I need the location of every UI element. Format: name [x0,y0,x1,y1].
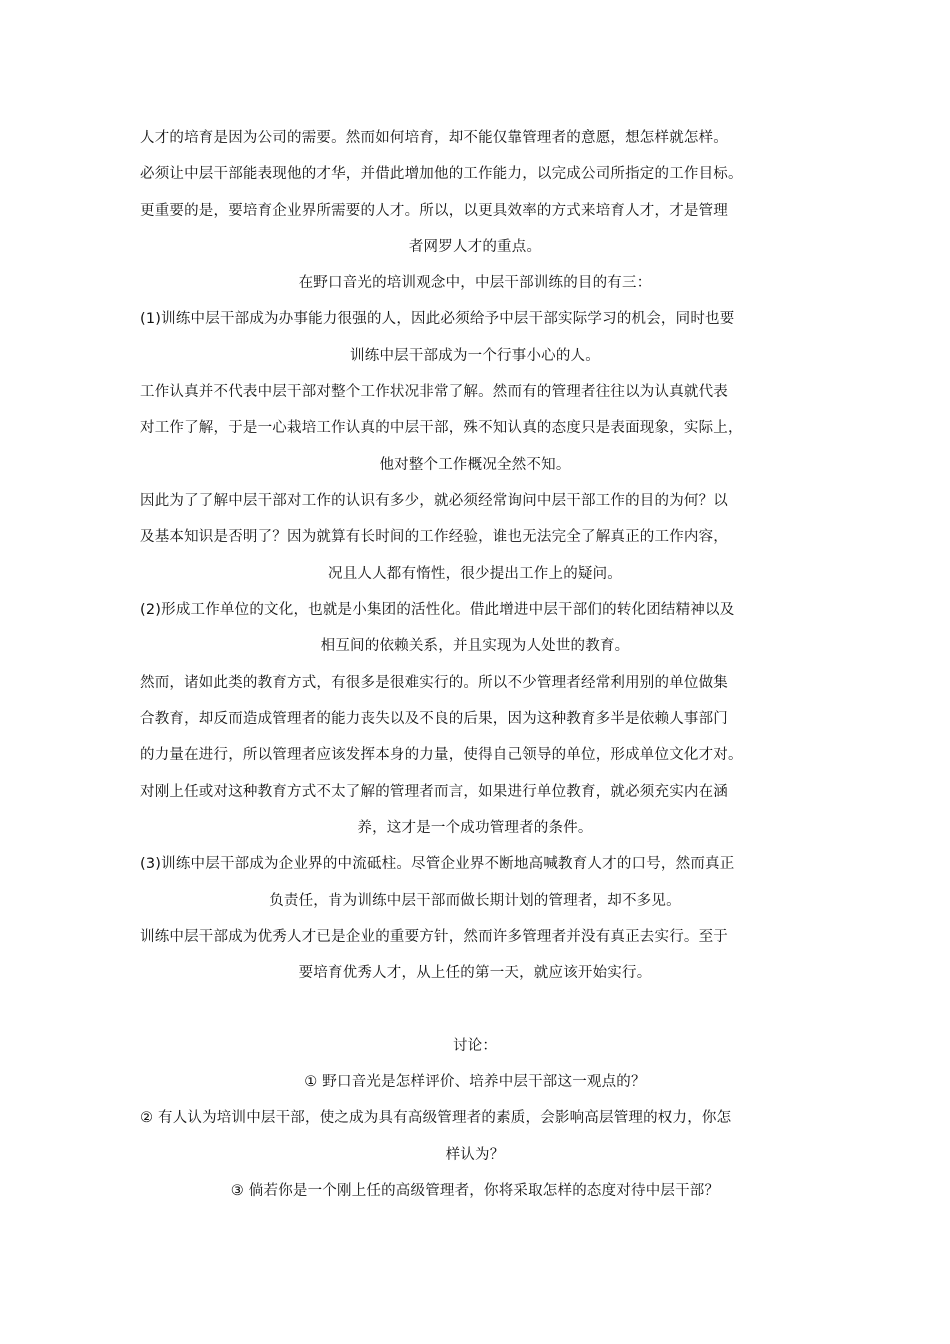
body-line: 他对整个工作概况全然不知。 [379,457,571,473]
body-line: 者网罗人才的重点。 [408,239,542,255]
discussion-question: ① 野口音光是怎样评价、培养中层干部这一观点的？ [304,1074,646,1090]
body-line: 及基本知识是否明了？因为就算有长时间的工作经验，谁也无法完全了解真正的工作内容， [140,529,728,545]
point-2-line: 相互间的依赖关系，并且实现为人处世的教育。 [320,638,630,654]
body-line: 必须让中层干部能表现他的才华，并借此增加他的工作能力，以完成公司所指定的工作目标。 [140,166,743,182]
point-1-line: (1)训练中层干部成为办事能力很强的人，因此必须给予中层干部实际学习的机会，同时也要 [140,311,735,327]
body-line: 要培育优秀人才，从上任的第一天，就应该开始实行。 [298,965,652,981]
body-line: 然而，诸如此类的教育方式，有很多是很难实行的。所以不少管理者经常利用别的单位做集 [140,675,728,691]
body-line: 对工作了解，于是一心栽培工作认真的中层干部，殊不知认真的态度只是表面现象，实际上， [140,420,743,436]
body-line: 训练中层干部成为优秀人才已是企业的重要方针，然而许多管理者并没有真正去实行。至于 [140,929,728,945]
body-line: 的力量在进行，所以管理者应该发挥本身的力量，使得自己领导的单位，形成单位文化才对。 [140,747,743,763]
point-1-line: 训练中层干部成为一个行事小心的人。 [350,348,600,364]
body-line: 因此为了了解中层干部对工作的认识有多少，就必须经常询问中层干部工作的目的为何？以 [140,493,728,509]
body-line: 对刚上任或对这种教育方式不太了解的管理者而言，如果进行单位教育，就必须充实内在涵 [140,784,728,800]
discussion-question: ② 有人认为培训中层干部，使之成为具有高级管理者的素质，会影响高层管理的权力，你怎 [140,1110,732,1126]
discussion-question: ③ 倘若你是一个刚上任的高级管理者，你将采取怎样的态度对待中层干部？ [230,1183,720,1199]
point-3-line: (3)训练中层干部成为企业界的中流砥柱。尽管企业界不断地高喊教育人才的口号，然而真正 [140,856,735,872]
discussion-heading: 讨论： [452,1038,498,1054]
body-line: 人才的培育是因为公司的需要。然而如何培育，却不能仅靠管理者的意愿，想怎样就怎样。 [140,130,728,146]
body-line: 工作认真并不代表中层干部对整个工作状况非常了解。然而有的管理者往往以为认真就代表 [140,384,728,400]
body-line: 况且人人都有惰性，很少提出工作上的疑问。 [328,566,622,582]
section-intro: 在野口音光的培训观念中，中层干部训练的目的有三： [298,275,652,291]
point-2-line: (2)形成工作单位的文化，也就是小集团的活性化。借此增进中层干部们的转化团结精神以及 [140,602,735,618]
discussion-question: 样认为？ [445,1147,505,1163]
body-line: 合教育，却反而造成管理者的能力丧失以及不良的后果，因为这种教育多半是依赖人事部门 [140,711,728,727]
body-line: 养，这才是一个成功管理者的条件。 [357,820,593,836]
point-3-line: 负责任，肯为训练中层干部而做长期计划的管理者，却不多见。 [269,893,681,909]
body-line: 更重要的是，要培育企业界所需要的人才。所以，以更具效率的方式来培育人才，才是管理 [140,203,728,219]
